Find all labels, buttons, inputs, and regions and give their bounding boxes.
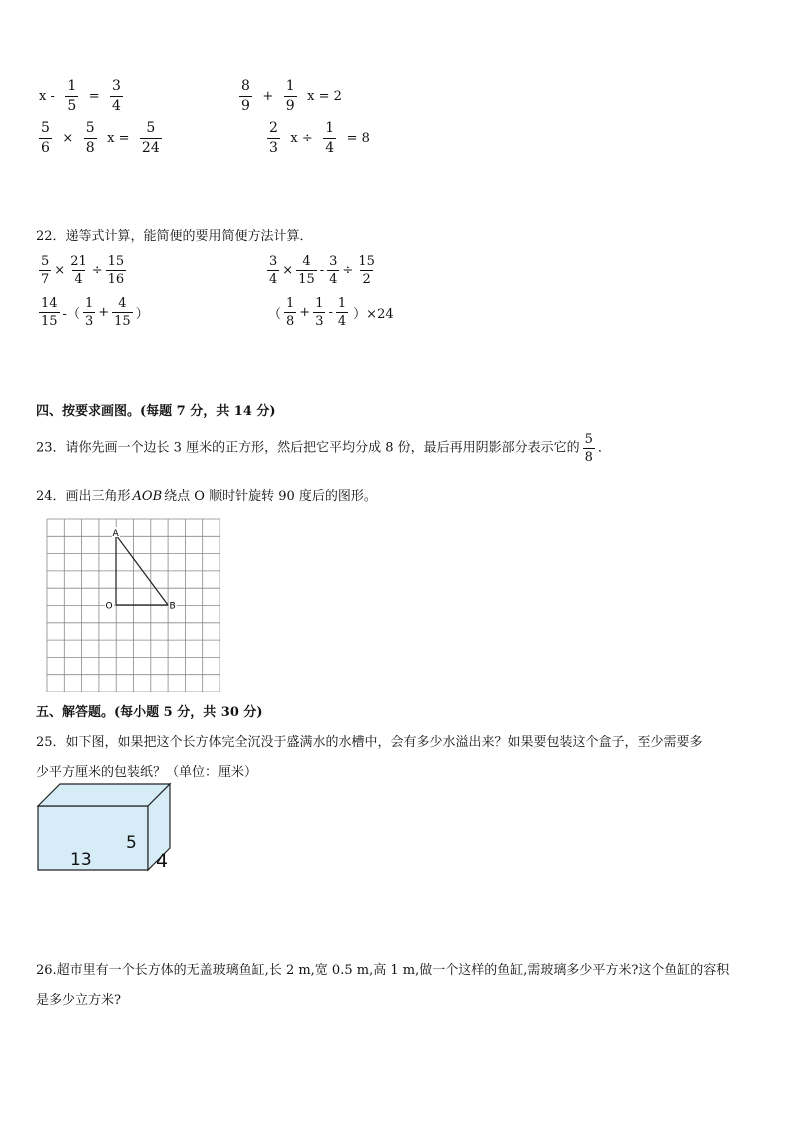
eq3-b-num: 5: [85, 120, 95, 136]
calc3-c-num: 4: [118, 296, 127, 311]
eq1-a-den: 5: [67, 98, 77, 114]
calc1-c-den: 16: [107, 272, 125, 287]
calc4-b-den: 3: [315, 314, 324, 329]
question-22: 22．递等式计算，能简便的要用简便方法计算．: [36, 229, 313, 244]
calc2-op3: ÷: [342, 263, 354, 278]
eq2-plus: +: [262, 89, 274, 104]
calc1-op1: ×: [54, 263, 66, 278]
eq4-b-num: 1: [325, 120, 335, 136]
calc2-a-num: 3: [269, 254, 278, 269]
question-25: [36, 728, 703, 788]
eq4-mid: x ÷: [290, 131, 313, 146]
calc4-c-num: 1: [337, 296, 347, 311]
calc3-close: ）: [135, 307, 149, 322]
eq2-a-num: 8: [241, 78, 250, 94]
eq2-b-den: 9: [285, 98, 295, 114]
q26-line-1: 26.超市里有一个长方体的无盖玻璃鱼缸,长 2 m,宽 0.5 m,高 1 m,做一个这样的鱼缸,需玻璃多少平方米?这个鱼缸的容积: [36, 963, 730, 978]
eq4-b-den: 4: [325, 140, 335, 156]
calc2-b-num: 4: [302, 254, 311, 269]
calc4-a-den: 8: [286, 314, 295, 329]
eq3-c-num: 5: [146, 120, 156, 136]
eq2-b-num: 1: [285, 78, 295, 94]
calc2-d-den: 2: [362, 272, 371, 287]
calc3-a-num: 14: [41, 296, 58, 311]
calc-2: [264, 254, 380, 287]
label-o: O: [105, 601, 113, 612]
equation-3: [36, 120, 165, 157]
cuboid-height-label: 5: [126, 833, 137, 853]
calc2-d-num: 15: [358, 254, 375, 269]
segment-ab: [116, 535, 168, 605]
eq3-b-den: 8: [85, 140, 95, 156]
calc3-b-den: 3: [84, 314, 94, 329]
q23-frac-num: 5: [584, 432, 593, 447]
calc-3: [36, 296, 149, 329]
cuboid-width-label: 4: [156, 850, 169, 872]
label-a: A: [112, 529, 119, 539]
q23-text: 23．请你先画一个边长 3 厘米的正方形，然后把它平均分成 8 份，最后再用阴影部分表示它的: [36, 440, 580, 456]
eq4-tail: = 8: [346, 131, 370, 146]
section-5-title: 五、解答题。(每小题 5 分，共 30 分): [36, 705, 263, 720]
calc1-a-num: 5: [41, 254, 50, 269]
calc4-op2: -: [328, 305, 333, 320]
q25-line-2: 少平方厘米的包装纸？（单位：厘米）: [36, 765, 258, 780]
calc1-a-den: 7: [41, 272, 50, 287]
label-b: B: [169, 601, 176, 612]
q26-line-2: 是多少立方米?: [36, 993, 121, 1008]
eq1-a-num: 1: [67, 78, 77, 94]
q24-triangle-name: AOB: [132, 489, 163, 504]
cuboid-diagram: [36, 782, 176, 874]
calc3-c-den: 15: [114, 314, 131, 329]
q23-end: ．: [597, 440, 611, 456]
equation-4: [264, 120, 373, 157]
calc3-b-num: 1: [84, 296, 94, 311]
calc2-b-den: 15: [298, 272, 315, 287]
eq4-a-num: 2: [269, 120, 278, 136]
calc1-c-num: 15: [107, 254, 125, 269]
calc2-c-den: 4: [329, 272, 338, 287]
triangle-grid: [46, 518, 220, 692]
calc4-op1: +: [299, 305, 311, 320]
q24-prefix: 24．画出三角形: [36, 489, 131, 504]
eq1-b-den: 4: [112, 98, 121, 114]
calc-4: [268, 296, 394, 329]
calc4-open: （: [268, 307, 282, 322]
question-24: [36, 488, 377, 506]
calc4-c-den: 4: [337, 314, 347, 329]
calc2-c-num: 3: [329, 254, 338, 269]
calc2-op2: -: [319, 263, 325, 278]
eq3-c-den: 24: [141, 140, 160, 156]
eq1-lead: x -: [39, 89, 55, 104]
question-23: [36, 432, 611, 465]
calc3-op1: -（: [62, 307, 80, 322]
calc3-a-den: 15: [41, 314, 58, 329]
eq1-b-num: 3: [112, 78, 121, 94]
calc1-b-den: 4: [74, 272, 83, 287]
calc2-op1: ×: [282, 263, 294, 278]
eq3-a-den: 6: [41, 140, 50, 156]
calc3-op2: +: [98, 305, 110, 320]
eq2-tail: x = 2: [307, 89, 342, 104]
eq4-a-den: 3: [269, 140, 278, 156]
cuboid-top-face: [38, 784, 170, 806]
q24-suffix: 绕点 O 顺时针旋转 90 度后的图形。: [164, 489, 377, 504]
calc1-op2: ÷: [91, 263, 103, 278]
q23-frac-den: 8: [584, 450, 593, 465]
calc4-b-num: 1: [315, 296, 324, 311]
section-4-title: 四、按要求画图。(每题 7 分，共 14 分): [36, 404, 276, 419]
equation-2: [236, 78, 345, 115]
eq3-mid: x =: [107, 131, 130, 146]
eq1-equals: =: [88, 89, 100, 104]
cuboid-length-label: 13: [70, 850, 92, 870]
calc4-close: ）×24: [353, 307, 394, 322]
q25-line-1: 25．如下图，如果把这个长方体完全沉没于盛满水的水槽中，会有多少水溢出来？如果要包装这个盒子，至少需要多: [36, 735, 703, 750]
calc-1: [36, 254, 129, 287]
question-26: [36, 956, 729, 1016]
calc1-b-num: 21: [70, 254, 87, 269]
calc4-a-num: 1: [286, 296, 295, 311]
calc2-a-den: 4: [269, 272, 278, 287]
equation-1: [36, 78, 126, 115]
eq2-a-den: 9: [241, 98, 250, 114]
eq3-a-num: 5: [41, 120, 50, 136]
eq3-times: ×: [62, 131, 74, 146]
